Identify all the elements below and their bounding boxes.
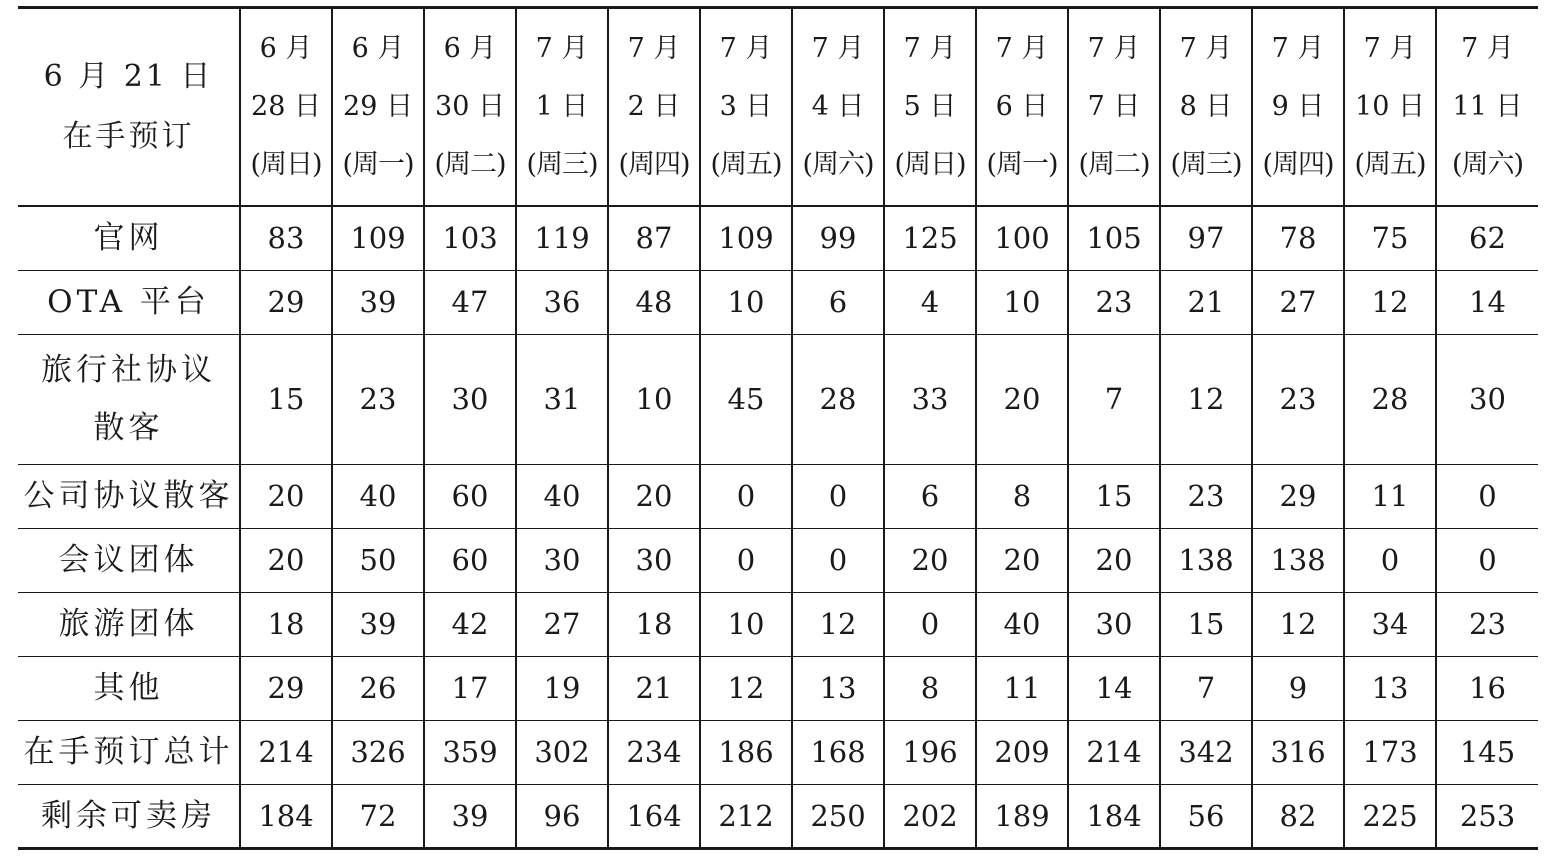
date-month: 7 月 xyxy=(535,33,589,64)
table-cell: 0 xyxy=(1344,528,1436,592)
table-body xyxy=(18,206,1538,848)
table-cell: 18 xyxy=(240,592,332,656)
table-cell: 60 xyxy=(424,528,516,592)
date-day: 9 日 xyxy=(1271,91,1325,122)
table-cell: 8 xyxy=(884,656,976,720)
table-cell: 18 xyxy=(608,592,700,656)
date-column-header xyxy=(700,8,792,207)
date-month: 7 月 xyxy=(1087,33,1141,64)
table-cell: 209 xyxy=(976,720,1068,784)
table-cell: 316 xyxy=(1252,720,1344,784)
table-cell: 138 xyxy=(1252,528,1344,592)
date-month: 7 月 xyxy=(1179,33,1233,64)
table-cell: 39 xyxy=(332,270,424,334)
date-weekday: (周二) xyxy=(434,149,506,180)
date-day: 1 日 xyxy=(535,91,589,122)
table-cell: 138 xyxy=(1160,528,1252,592)
table-cell: 27 xyxy=(516,592,608,656)
date-day: 5 日 xyxy=(903,91,957,122)
table-cell: 20 xyxy=(240,528,332,592)
table-cell: 30 xyxy=(516,528,608,592)
table-row xyxy=(18,528,1538,592)
date-month: 6 月 xyxy=(259,33,313,64)
table-cell: 20 xyxy=(884,528,976,592)
table-cell: 83 xyxy=(240,206,332,270)
table-cell: 20 xyxy=(1068,528,1160,592)
table-cell: 11 xyxy=(1344,464,1436,528)
row-label xyxy=(18,464,240,528)
row-label xyxy=(18,334,240,464)
table-cell: 6 xyxy=(884,464,976,528)
table-cell: 173 xyxy=(1344,720,1436,784)
table-cell: 36 xyxy=(516,270,608,334)
table-cell: 10 xyxy=(700,270,792,334)
table-cell: 7 xyxy=(1068,334,1160,464)
table-cell: 19 xyxy=(516,656,608,720)
table-cell: 8 xyxy=(976,464,1068,528)
date-month: 7 月 xyxy=(995,33,1049,64)
table-cell: 103 xyxy=(424,206,516,270)
date-month: 7 月 xyxy=(1461,33,1514,64)
table-cell: 164 xyxy=(608,784,700,848)
table-cell: 0 xyxy=(700,464,792,528)
table-cell: 234 xyxy=(608,720,700,784)
date-day: 30 日 xyxy=(435,91,505,122)
table-cell: 184 xyxy=(240,784,332,848)
table-cell: 13 xyxy=(792,656,884,720)
table-row xyxy=(18,592,1538,656)
table-cell: 105 xyxy=(1068,206,1160,270)
table-cell: 10 xyxy=(608,334,700,464)
booking-table xyxy=(18,6,1538,850)
table-cell: 0 xyxy=(1436,464,1538,528)
table-cell: 16 xyxy=(1436,656,1538,720)
date-day: 6 日 xyxy=(995,91,1049,122)
date-weekday: (周四) xyxy=(618,149,690,180)
table-cell: 184 xyxy=(1068,784,1160,848)
date-month: 7 月 xyxy=(903,33,957,64)
date-day: 4 日 xyxy=(811,91,865,122)
table-cell: 225 xyxy=(1344,784,1436,848)
corner-header xyxy=(18,8,240,207)
table-cell: 168 xyxy=(792,720,884,784)
table-cell: 56 xyxy=(1160,784,1252,848)
table-row xyxy=(18,720,1538,784)
table-cell: 0 xyxy=(884,592,976,656)
table-cell: 186 xyxy=(700,720,792,784)
date-day: 8 日 xyxy=(1179,91,1233,122)
row-label xyxy=(18,528,240,592)
date-weekday: (周五) xyxy=(1354,149,1426,180)
table-cell: 109 xyxy=(700,206,792,270)
date-column-header xyxy=(608,8,700,207)
row-label xyxy=(18,592,240,656)
table-cell: 100 xyxy=(976,206,1068,270)
date-weekday: (周四) xyxy=(1262,149,1334,180)
table-cell: 26 xyxy=(332,656,424,720)
table-cell: 29 xyxy=(1252,464,1344,528)
table-cell: 33 xyxy=(884,334,976,464)
date-weekday: (周日) xyxy=(894,149,966,180)
table-cell: 23 xyxy=(1160,464,1252,528)
date-weekday: (周二) xyxy=(1078,149,1150,180)
table-cell: 214 xyxy=(240,720,332,784)
date-column-header xyxy=(1252,8,1344,207)
table-cell: 40 xyxy=(332,464,424,528)
row-label-line: 会议团体 xyxy=(58,542,199,578)
date-day: 3 日 xyxy=(719,91,773,122)
table-cell: 23 xyxy=(1436,592,1538,656)
table-cell: 109 xyxy=(332,206,424,270)
table-cell: 20 xyxy=(976,528,1068,592)
table-cell: 125 xyxy=(884,206,976,270)
table-cell: 0 xyxy=(1436,528,1538,592)
table-cell: 202 xyxy=(884,784,976,848)
table-cell: 17 xyxy=(424,656,516,720)
table-cell: 30 xyxy=(424,334,516,464)
date-day: 29 日 xyxy=(343,91,413,122)
date-month: 7 月 xyxy=(627,33,681,64)
date-column-header xyxy=(240,8,332,207)
table-cell: 15 xyxy=(240,334,332,464)
table-cell: 14 xyxy=(1068,656,1160,720)
date-day: 10 日 xyxy=(1355,91,1425,122)
table-cell: 12 xyxy=(1252,592,1344,656)
table-cell: 196 xyxy=(884,720,976,784)
table-cell: 30 xyxy=(1436,334,1538,464)
table-cell: 42 xyxy=(424,592,516,656)
table-cell: 21 xyxy=(608,656,700,720)
table-cell: 189 xyxy=(976,784,1068,848)
table-cell: 20 xyxy=(240,464,332,528)
table-cell: 40 xyxy=(976,592,1068,656)
table-cell: 326 xyxy=(332,720,424,784)
row-label-line: 旅行社协议 xyxy=(41,352,216,388)
row-label-line: 公司协议散客 xyxy=(23,478,234,514)
table-cell: 342 xyxy=(1160,720,1252,784)
row-label-line: 旅游团体 xyxy=(58,606,199,642)
date-column-header xyxy=(1068,8,1160,207)
table-cell: 30 xyxy=(608,528,700,592)
table-cell: 62 xyxy=(1436,206,1538,270)
date-day: 28 日 xyxy=(251,91,321,122)
date-weekday: (周六) xyxy=(1451,149,1524,180)
table-cell: 0 xyxy=(792,528,884,592)
table-cell: 39 xyxy=(424,784,516,848)
table-cell: 10 xyxy=(976,270,1068,334)
table-cell: 214 xyxy=(1068,720,1160,784)
date-month: 7 月 xyxy=(811,33,865,64)
date-column-header xyxy=(976,8,1068,207)
table-row xyxy=(18,334,1538,464)
row-label xyxy=(18,784,240,848)
table-cell: 0 xyxy=(792,464,884,528)
row-label xyxy=(18,270,240,334)
table-cell: 28 xyxy=(1344,334,1436,464)
row-label xyxy=(18,656,240,720)
date-month: 7 月 xyxy=(1363,33,1417,64)
date-weekday: (周五) xyxy=(710,149,782,180)
table-cell: 15 xyxy=(1160,592,1252,656)
table-cell: 4 xyxy=(884,270,976,334)
table-cell: 29 xyxy=(240,656,332,720)
date-weekday: (周三) xyxy=(526,149,598,180)
row-label-line: 官网 xyxy=(93,220,164,257)
table-cell: 23 xyxy=(1252,334,1344,464)
table-cell: 82 xyxy=(1252,784,1344,848)
table-cell: 96 xyxy=(516,784,608,848)
table-cell: 29 xyxy=(240,270,332,334)
table-cell: 30 xyxy=(1068,592,1160,656)
row-label-line: OTA 平台 xyxy=(47,284,210,320)
table-cell: 20 xyxy=(976,334,1068,464)
table-cell: 47 xyxy=(424,270,516,334)
table-cell: 9 xyxy=(1252,656,1344,720)
date-column-header xyxy=(1160,8,1252,207)
row-label-line: 散客 xyxy=(93,410,164,446)
corner-line: 在手预订 xyxy=(62,119,195,154)
table-cell: 99 xyxy=(792,206,884,270)
table-cell: 48 xyxy=(608,270,700,334)
table-row xyxy=(18,464,1538,528)
table-cell: 119 xyxy=(516,206,608,270)
table-cell: 6 xyxy=(792,270,884,334)
date-day: 7 日 xyxy=(1087,91,1141,122)
table-cell: 11 xyxy=(976,656,1068,720)
table-cell: 10 xyxy=(700,592,792,656)
date-day: 2 日 xyxy=(627,91,681,122)
table-cell: 20 xyxy=(608,464,700,528)
date-column-header xyxy=(1436,8,1538,207)
table-cell: 359 xyxy=(424,720,516,784)
table-cell: 31 xyxy=(516,334,608,464)
date-day: 11 日 xyxy=(1452,91,1523,122)
table-cell: 250 xyxy=(792,784,884,848)
date-weekday: (周一) xyxy=(342,149,414,180)
table-cell: 12 xyxy=(1160,334,1252,464)
table-cell: 302 xyxy=(516,720,608,784)
date-column-header xyxy=(424,8,516,207)
date-month: 6 月 xyxy=(351,33,405,64)
table-cell: 21 xyxy=(1160,270,1252,334)
table-cell: 7 xyxy=(1160,656,1252,720)
table-cell: 45 xyxy=(700,334,792,464)
table-cell: 13 xyxy=(1344,656,1436,720)
table-cell: 97 xyxy=(1160,206,1252,270)
table-row xyxy=(18,206,1538,270)
date-column-header xyxy=(884,8,976,207)
table-cell: 75 xyxy=(1344,206,1436,270)
row-label-line: 剩余可卖房 xyxy=(41,797,216,834)
row-label-line: 在手预订总计 xyxy=(23,734,234,770)
row-label xyxy=(18,720,240,784)
table-cell: 72 xyxy=(332,784,424,848)
date-column-header xyxy=(1344,8,1436,207)
table-cell: 39 xyxy=(332,592,424,656)
table-cell: 34 xyxy=(1344,592,1436,656)
date-month: 6 月 xyxy=(443,33,497,64)
table-cell: 87 xyxy=(608,206,700,270)
table-cell: 23 xyxy=(1068,270,1160,334)
table-cell: 23 xyxy=(332,334,424,464)
header-row xyxy=(18,8,1538,207)
table-cell: 27 xyxy=(1252,270,1344,334)
corner-line: 6 月 21 日 xyxy=(43,59,214,94)
table-cell: 12 xyxy=(700,656,792,720)
table-cell: 12 xyxy=(1344,270,1436,334)
date-month: 7 月 xyxy=(1271,33,1325,64)
table-cell: 12 xyxy=(792,592,884,656)
date-column-header xyxy=(516,8,608,207)
row-label-line: 其他 xyxy=(93,670,164,706)
table-row xyxy=(18,270,1538,334)
table-cell: 253 xyxy=(1436,784,1538,848)
table-cell: 0 xyxy=(700,528,792,592)
date-column-header xyxy=(792,8,884,207)
table-cell: 145 xyxy=(1436,720,1538,784)
date-month: 7 月 xyxy=(719,33,773,64)
row-label xyxy=(18,206,240,270)
table-row xyxy=(18,784,1538,848)
table-cell: 212 xyxy=(700,784,792,848)
table-cell: 28 xyxy=(792,334,884,464)
table-cell: 15 xyxy=(1068,464,1160,528)
table-row xyxy=(18,656,1538,720)
table-cell: 40 xyxy=(516,464,608,528)
date-weekday: (周六) xyxy=(802,149,874,180)
date-weekday: (周日) xyxy=(250,149,322,180)
date-weekday: (周三) xyxy=(1170,149,1242,180)
date-column-header xyxy=(332,8,424,207)
table-cell: 60 xyxy=(424,464,516,528)
table-cell: 78 xyxy=(1252,206,1344,270)
table-cell: 50 xyxy=(332,528,424,592)
date-weekday: (周一) xyxy=(986,149,1058,180)
table-cell: 14 xyxy=(1436,270,1538,334)
